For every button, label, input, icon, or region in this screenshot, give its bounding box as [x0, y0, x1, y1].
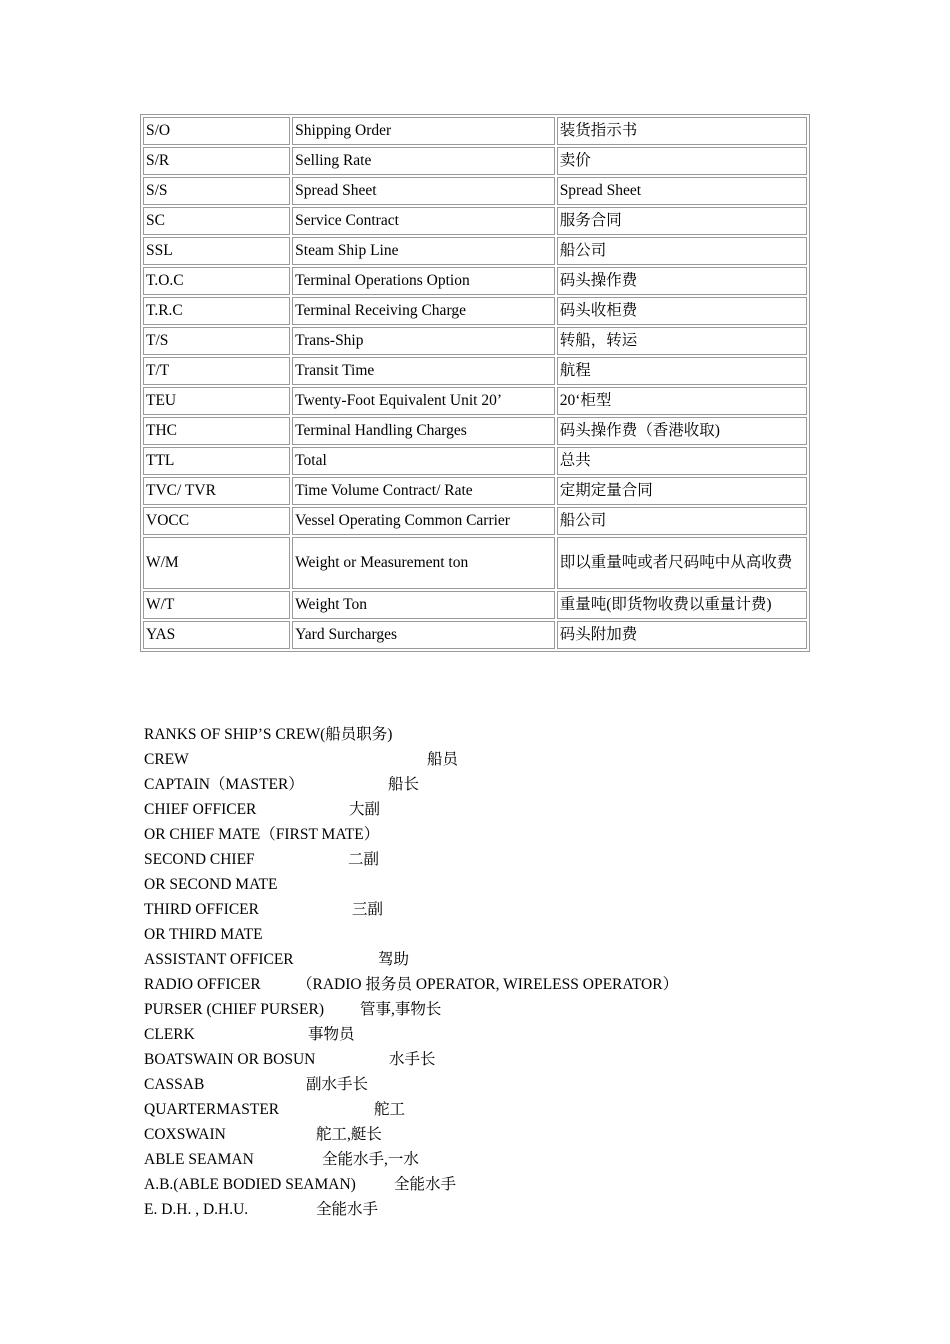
rank-term: A.B.(ABLE BODIED SEAMAN)	[144, 1176, 356, 1193]
rank-term: COXSWAIN	[144, 1126, 226, 1143]
chinese-term-cell: 卖价	[557, 147, 807, 175]
chinese-term-cell: 船公司	[557, 237, 807, 265]
table-row	[143, 591, 807, 619]
chinese-term-cell: 码头操作费	[557, 267, 807, 295]
list-item	[144, 1022, 844, 1047]
rank-term: CREW	[144, 751, 189, 768]
table-row	[143, 207, 807, 235]
rank-term: ABLE SEAMAN	[144, 1151, 254, 1168]
list-item	[144, 922, 844, 947]
table-row	[143, 417, 807, 445]
chinese-term-cell: 重量吨(即货物收费以重量计费)	[557, 591, 807, 619]
abbreviation-cell: TVC/ TVR	[143, 477, 290, 505]
english-term-cell: Transit Time	[292, 357, 555, 385]
chinese-term-cell: 总共	[557, 447, 807, 475]
rank-term: CLERK	[144, 1026, 195, 1043]
rank-translation: 事物员	[308, 1026, 355, 1043]
rank-translation: 管事,事物长	[360, 1001, 442, 1018]
rank-term: OR THIRD MATE	[144, 926, 263, 943]
english-term-cell: Yard Surcharges	[292, 621, 555, 649]
rank-translation: 副水手长	[306, 1076, 369, 1093]
list-item	[144, 747, 844, 772]
english-term-cell: Spread Sheet	[292, 177, 555, 205]
table-row	[143, 477, 807, 505]
rank-term: E. D.H. , D.H.U.	[144, 1201, 249, 1218]
table-row	[143, 177, 807, 205]
rank-term: BOATSWAIN OR BOSUN	[144, 1051, 316, 1068]
abbreviation-cell: YAS	[143, 621, 290, 649]
chinese-term-cell: 航程	[557, 357, 807, 385]
list-item	[144, 1122, 844, 1147]
rank-translation: 二副	[348, 851, 380, 868]
english-term-cell: Vessel Operating Common Carrier	[292, 507, 555, 535]
rank-term: ASSISTANT OFFICER	[144, 951, 294, 968]
chinese-term-cell: 船公司	[557, 507, 807, 535]
english-term-cell: Terminal Handling Charges	[292, 417, 555, 445]
table-row	[143, 387, 807, 415]
rank-term: CASSAB	[144, 1076, 205, 1093]
english-term-cell: Trans-Ship	[292, 327, 555, 355]
english-term-cell: Weight Ton	[292, 591, 555, 619]
rank-term: QUARTERMASTER	[144, 1101, 280, 1118]
list-item	[144, 822, 844, 847]
rank-translation: 舵工,艇长	[316, 1126, 382, 1143]
list-item	[144, 897, 844, 922]
list-item	[144, 1047, 844, 1072]
chinese-term-cell: 转船，转运	[557, 327, 807, 355]
rank-translation: 驾助	[378, 951, 410, 968]
table-row	[143, 357, 807, 385]
english-term-cell: Service Contract	[292, 207, 555, 235]
rank-translation: 舵工	[374, 1101, 406, 1118]
table-row	[143, 621, 807, 649]
chinese-term-cell: 码头操作费（香港收取)	[557, 417, 807, 445]
english-term-cell: Selling Rate	[292, 147, 555, 175]
list-item	[144, 947, 844, 972]
rank-term: SECOND CHIEF	[144, 851, 255, 868]
rank-translation: 三副	[352, 901, 384, 918]
english-term-cell: Terminal Operations Option	[292, 267, 555, 295]
rank-translation: 全能水手,一水	[322, 1151, 419, 1168]
list-item	[144, 997, 844, 1022]
rank-translation: 船员	[427, 751, 459, 768]
english-term-cell: Shipping Order	[292, 117, 555, 145]
rank-term: PURSER (CHIEF PURSER)	[144, 1001, 325, 1018]
table-row	[143, 327, 807, 355]
rank-translation: 全能水手	[316, 1201, 379, 1218]
chinese-term-cell: 码头附加费	[557, 621, 807, 649]
glossary-table-body	[143, 117, 807, 649]
abbreviation-cell: T/S	[143, 327, 290, 355]
chinese-term-cell: Spread Sheet	[557, 177, 807, 205]
english-term-cell: Total	[292, 447, 555, 475]
list-item	[144, 797, 844, 822]
chinese-term-cell: 码头收柜费	[557, 297, 807, 325]
table-row	[143, 117, 807, 145]
list-item	[144, 1097, 844, 1122]
abbreviation-cell: T.O.C	[143, 267, 290, 295]
abbreviation-cell: THC	[143, 417, 290, 445]
abbreviation-cell: T.R.C	[143, 297, 290, 325]
rank-term: RADIO OFFICER	[144, 976, 261, 993]
table-row	[143, 267, 807, 295]
abbreviation-cell: W/M	[143, 537, 290, 589]
chinese-term-cell: 服务合同	[557, 207, 807, 235]
list-item	[144, 847, 844, 872]
glossary-table	[140, 114, 810, 652]
table-row	[143, 147, 807, 175]
list-item	[144, 872, 844, 897]
rank-translation: （RADIO 报务员 OPERATOR, WIRELESS OPERATOR）	[297, 976, 679, 993]
list-item	[144, 972, 844, 997]
rank-translation: 全能水手	[394, 1176, 457, 1193]
abbreviation-cell: SC	[143, 207, 290, 235]
crew-ranks-section	[144, 722, 844, 1222]
english-term-cell: Steam Ship Line	[292, 237, 555, 265]
rank-term: CAPTAIN（MASTER）	[144, 776, 304, 793]
chinese-term-cell: 20‘柜型	[557, 387, 807, 415]
list-item	[144, 1072, 844, 1097]
chinese-term-cell: 定期定量合同	[557, 477, 807, 505]
chinese-term-cell: 装货指示书	[557, 117, 807, 145]
table-row	[143, 297, 807, 325]
rank-term: THIRD OFFICER	[144, 901, 259, 918]
rank-translation: 大副	[349, 801, 381, 818]
rank-term: OR SECOND MATE	[144, 876, 278, 893]
rank-translation: 船长	[388, 776, 420, 793]
section-heading: RANKS OF SHIP’S CREW(船员职务)	[144, 726, 393, 743]
abbreviation-cell: W/T	[143, 591, 290, 619]
english-term-cell: Terminal Receiving Charge	[292, 297, 555, 325]
list-item	[144, 1147, 844, 1172]
english-term-cell: Weight or Measurement ton	[292, 537, 555, 589]
table-row	[143, 237, 807, 265]
abbreviation-cell: S/R	[143, 147, 290, 175]
rank-translation: 水手长	[389, 1051, 436, 1068]
list-item	[144, 1197, 844, 1222]
table-row	[143, 507, 807, 535]
abbreviation-cell: S/O	[143, 117, 290, 145]
list-item	[144, 772, 844, 797]
english-term-cell: Time Volume Contract/ Rate	[292, 477, 555, 505]
abbreviation-cell: T/T	[143, 357, 290, 385]
table-row	[143, 537, 807, 589]
abbreviation-cell: TEU	[143, 387, 290, 415]
rank-term: OR CHIEF MATE（FIRST MATE）	[144, 826, 380, 843]
abbreviation-cell: TTL	[143, 447, 290, 475]
abbreviation-cell: SSL	[143, 237, 290, 265]
list-item	[144, 1172, 844, 1197]
english-term-cell: Twenty-Foot Equivalent Unit 20’	[292, 387, 555, 415]
abbreviation-cell: VOCC	[143, 507, 290, 535]
table-row	[143, 447, 807, 475]
chinese-term-cell: 即以重量吨或者尺码吨中从高收费	[557, 537, 807, 589]
rank-term: CHIEF OFFICER	[144, 801, 257, 818]
abbreviation-cell: S/S	[143, 177, 290, 205]
